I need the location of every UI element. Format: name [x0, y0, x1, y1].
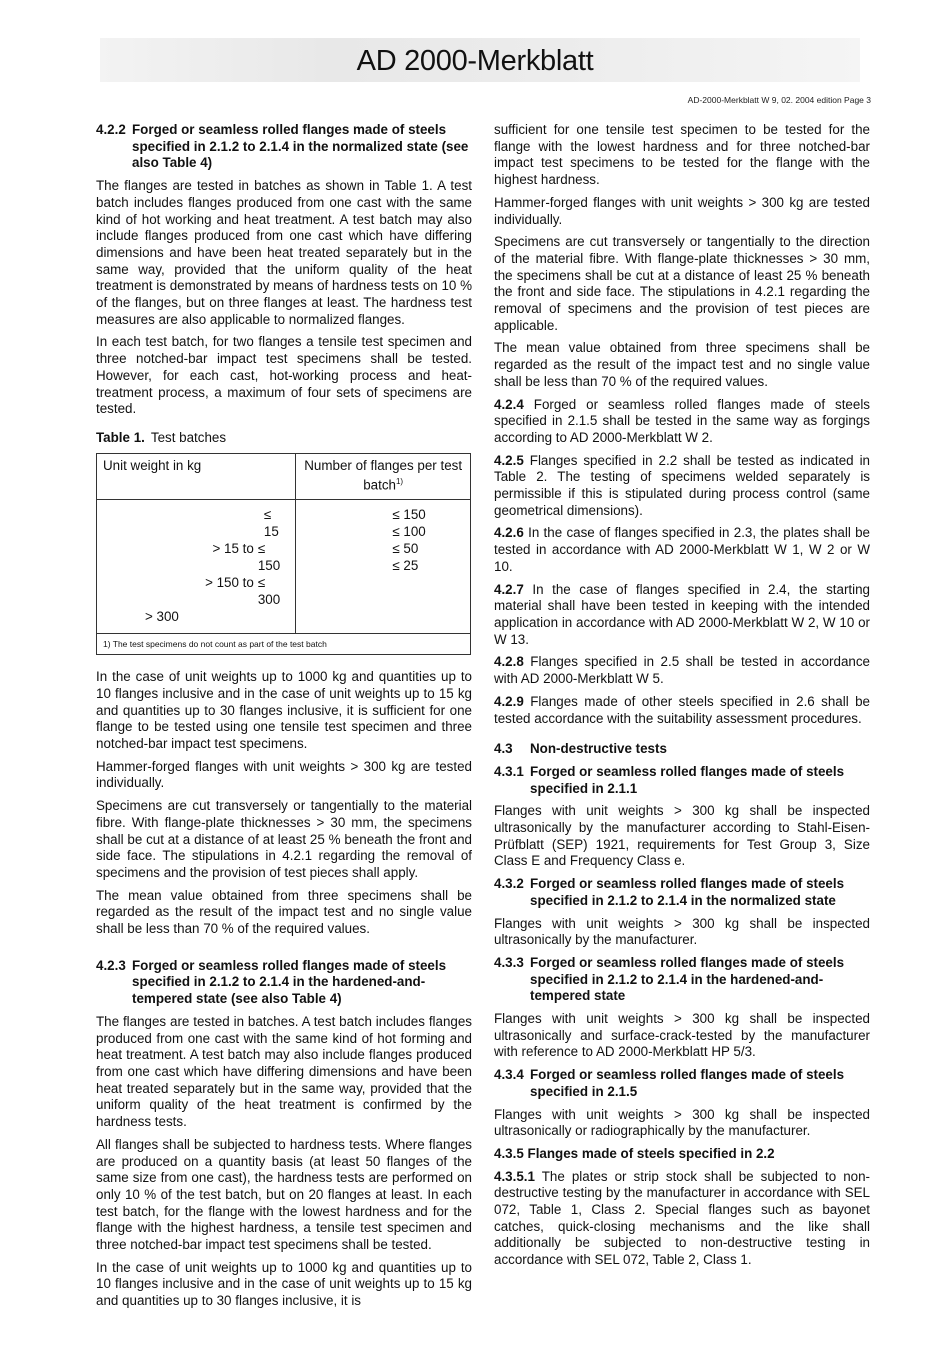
- paragraph: 4.2.6 In the case of flanges specified in 2.3, the plates shall be tested in accordance with AD 2000-Merkblatt W 1, W 2 or W 10.: [494, 525, 870, 574]
- paragraph: Specimens are cut transversely or tangentially to the material fibre. With flange-plate thicknesses > 30 mm, the specimens shall be cut at a distance of at least 25 % beneath the front and side face. The stipulations in 4.2.1 regarding the removal of specimens and the provision of test pieces shall apply.: [96, 798, 472, 880]
- section-heading: 4.2.3 Forged or seamless rolled flanges made of steels specified in 2.1.2 to 2.1.4 in the hardened-and-tempered state (see also Table 4): [96, 957, 447, 1007]
- page-reference: AD-2000-Merkblatt W 9, 02. 2004 edition Page 3: [687, 95, 871, 105]
- paragraph: The flanges are tested in batches. A test batch includes flanges produced from one cast with the same kind of hot forming and heat treatment. A test batch may also include flanges produced from one cast which have differing dimensions and have been heat treated separately but in the same way, provided that the uniform quality of the heat treatment is confirmed by the hardness tests.: [96, 1013, 472, 1130]
- section-heading: 4.3.5 Flanges made of steels specified in 2.2: [494, 1145, 775, 1161]
- paragraph: In the case of unit weights up to 1000 kg and quantities up to 10 flanges inclusive and in the case of unit weights up to 15 kg and quantities up to 30 flanges inclusive, it is: [96, 1259, 472, 1309]
- paragraph: Flanges with unit weights > 300 kg shall be inspected ultrasonically by the manufacturer.: [494, 915, 870, 948]
- weight-cell: ≤ 15 > 15 to ≤ 150 > 150 to ≤ 300 > 300: [97, 499, 296, 633]
- section-heading: 4.3.1 Forged or seamless rolled flanges made of steels specified in 2.1.1: [494, 763, 845, 796]
- left-column: [96, 122, 472, 1316]
- paragraph: 4.2.4 Forged or seamless rolled flanges made of steels specified in 2.1.5 shall be tested in the same way as forgings according to AD 2000-Merkblatt W 2.: [494, 396, 870, 445]
- page-title: AD 2000-Merkblatt: [356, 45, 594, 77]
- paragraph: The mean value obtained from three specimens shall be regarded as the result of the impact test and no single value shall be less than 70 % of the required values.: [96, 887, 472, 937]
- paragraph: Hammer-forged flanges with unit weights > 300 kg are tested individually.: [96, 758, 472, 791]
- paragraph: Specimens are cut transversely or tangentially to the direction of the material fibre. With flange-plate thicknesses > 30 mm, the specimens shall be cut at a distance of least 25 % beneath the front and side face. The stipulations in 4.2.1 regarding the removal of specimens and the provision of test pieces are applicable.: [494, 234, 870, 333]
- table-caption: Table 1. Test batches: [96, 429, 227, 445]
- paragraph: sufficient for one tensile test specimen to be tested for the flange with the lowest hardness and for three notched-bar impact test specimens to be tested for the flange with the highest hardness.: [494, 122, 870, 188]
- right-column: [494, 122, 870, 1275]
- section-heading: 4.3.2 Forged or seamless rolled flanges made of steels specified in 2.1.2 to 2.1.4 in the normalized state: [494, 876, 845, 908]
- section-heading: 4.3.4 Forged or seamless rolled flanges made of steels specified in 2.1.5: [494, 1067, 845, 1099]
- paragraph: 4.2.7 In the case of flanges specified in 2.4, the starting material shall have been tested in keeping with the intended application in accordance with AD 2000-Merkblatt W 2, W 10 or W 13.: [494, 581, 870, 647]
- paragraph: All flanges shall be subjected to hardness tests. Where flanges are produced on a quantity basis (at least 50 flanges of the same size from one cast), the hardness tests are performed on only 10 % of the test batch, but on 20 flanges at least. In each test batch, for the flange with the lowest hardness and for the flange with the highest hardness, a tensile test specimen and three notched-bar impact test specimens shall be tested.: [96, 1136, 472, 1253]
- paragraph: In the case of unit weights up to 1000 kg and quantities up to 10 flanges inclusive and in the case of unit weights up to 15 kg and quantities up to 30 flanges inclusive, it is sufficient for one flange to be tested using one tensile test specimen and three notched-bar impact test specimens.: [96, 669, 472, 752]
- paragraph: 4.2.5 Flanges specified in 2.2 shall be tested as indicated in Table 2. The testing of specimens welded separately is permissible if this is stipulated during process control (same geometrical dimensions).: [494, 452, 870, 518]
- paragraph: The flanges are tested in batches as shown in Table 1. A test batch includes flanges produced from one cast with the same kind of hot working and heat treatment. A test batch may also include flanges produced from one cast which have differing dimensions and have been heat treated separately but in the same way, provided that the uniform quality of the heat treatment is demonstrated by means of hardness tests on 10 % of the flanges, but on three flanges at least. The hardness test measures are also applicable to normalized flanges.: [96, 178, 472, 327]
- table-header-cell: Unit weight in kg: [97, 453, 296, 499]
- paragraph: 4.2.9 Flanges made of other steels specified in 2.6 shall be tested accordance with the suitability assessment procedures.: [494, 693, 871, 726]
- section-heading: 4.3 Non-destructive tests: [494, 741, 667, 757]
- paragraph: Flanges with unit weights > 300 kg shall be inspected ultrasonically or radiographically by the manufacturer.: [494, 1106, 870, 1139]
- paragraph: In each test batch, for two flanges a tensile test specimen and three notched-bar impact test specimens shall be tested. However, for each cast, hot-working process and heat-treatment process, a maximum of four sets of specimens are tested.: [96, 334, 472, 417]
- section-heading: 4.3.3 Forged or seamless rolled flanges made of steels specified in 2.1.2 to 2.1.4 in the hardened-and-tempered state: [494, 954, 845, 1004]
- paragraph: The mean value obtained from three specimens shall be regarded as the result of the impact test and no single value shall be less than 70 % of the required values.: [494, 340, 870, 389]
- paragraph: 4.2.8 Flanges specified in 2.5 shall be tested in accordance with AD 2000-Merkblatt W 5.: [494, 654, 870, 687]
- test-batches-table: [96, 453, 471, 656]
- paragraph: Flanges with unit weights > 300 kg shall be inspected ultrasonically by the manufacturer according to Stahl-Eisen-Prüfblatt (SEP) 1921, requirements for Test Group 3, Size Class E and Frequency Class e.: [494, 803, 870, 869]
- count-cell: ≤ 150 ≤ 100 ≤ 50 ≤ 25: [296, 499, 471, 633]
- paragraph: Flanges with unit weights > 300 kg shall be inspected ultrasonically and surface-crack-tested by the manufacturer with reference to AD 2000-Merkblatt HP 5/3.: [494, 1011, 870, 1060]
- table-footnote: 1) The test specimens do not count as part of the test batch: [97, 633, 471, 655]
- table-header-cell: Number of flanges per test batch$^{1)}$: [296, 453, 471, 499]
- section-heading: 4.2.2 Forged or seamless rolled flanges made of steels specified in 2.1.2 to 2.1.4 in the normalized state (see also Table 4): [96, 122, 469, 171]
- paragraph: 4.3.5.1 The plates or strip stock shall be subjected to non-destructive testing by the manufacturer in accordance with SEL 072, Table 1, Class 2. Special flanges such as bayonet catches, quick-closing mechanisms and the like shall additionally be subjected to non-destructive testing in accordance with SEL 072, Table 2, Class 1.: [494, 1168, 870, 1268]
- paragraph: Hammer-forged flanges with unit weights > 300 kg are tested individually.: [494, 194, 870, 227]
